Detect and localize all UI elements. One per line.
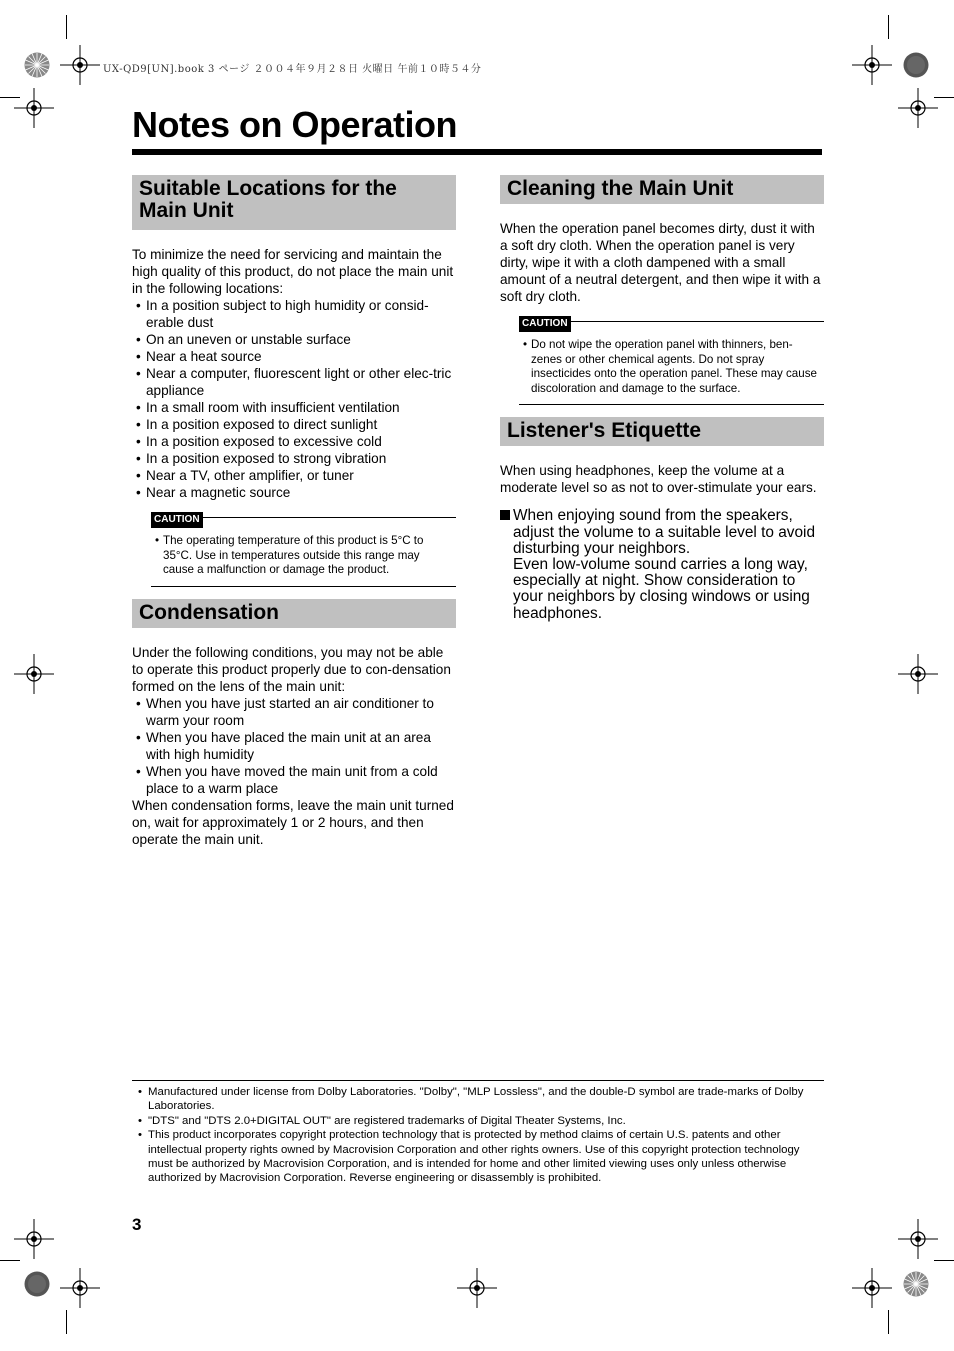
section-heading: Cleaning the Main Unit xyxy=(500,175,824,204)
section-intro: Under the following conditions, you may not be able to operate this product properly due to con-densation formed on the lens of the main unit: xyxy=(132,644,451,694)
section-condensation xyxy=(132,599,456,848)
registration-mark-icon xyxy=(14,88,54,128)
registration-mark-icon xyxy=(14,1219,54,1259)
registration-mark-icon xyxy=(60,45,100,85)
trim-mark xyxy=(888,1310,889,1334)
list-item: • When you have placed the main unit at an area with high humidity xyxy=(136,729,456,763)
caution-text: • The operating temperature of this product is 5°C to 35°C. Use in temperatures outside this range may cause a malfunction or damage the product. xyxy=(151,528,456,586)
list-item: • When you have moved the main unit from a cold place to a warm place xyxy=(136,763,456,797)
section-heading: Suitable Locations for the Main Unit xyxy=(132,175,456,230)
title-rule xyxy=(132,149,822,155)
footnote-item: • This product incorporates copyright protection technology that is protected by method claims of certain U.S. patents and other intellectual property rights owned by Macrovision Corporation and other rights owners. Use of this copyright protection technology must be authorized by Macrovision Corporation, and is intended for home and other limited viewing uses only unless otherwise authorized by Macrovision Corporation. Reverse engineering or disassembly is prohibited. xyxy=(132,1128,824,1186)
caution-label: CAUTION xyxy=(519,316,571,332)
gray-disc-icon xyxy=(24,1271,50,1297)
footnotes xyxy=(132,1080,824,1186)
section-intro: To minimize the need for servicing and maintain the high quality of this product, do not place the main unit in the following locations: xyxy=(132,247,454,296)
registration-mark-icon xyxy=(14,654,54,694)
print-header: UX-QD9[UN].book 3 ページ ２００４年９月２８日 火曜日 午前１０時５４分 xyxy=(103,64,482,75)
trim-mark xyxy=(934,97,954,98)
list-item: • In a position subject to high humidity or consid-erable dust xyxy=(136,297,456,331)
section-outro: When condensation forms, leave the main unit turned on, wait for approximately 1 or 2 hours, and then operate the main unit. xyxy=(132,797,454,847)
starburst-target-icon xyxy=(24,52,50,78)
section-heading: Listener's Etiquette xyxy=(500,417,824,446)
list-item: • In a position exposed to strong vibration xyxy=(136,450,456,467)
trim-mark xyxy=(66,1310,67,1334)
registration-mark-icon xyxy=(898,654,938,694)
condition-list xyxy=(136,695,456,797)
section-text: When using headphones, keep the volume at a moderate level so as not to over-stimulate your ears. xyxy=(500,463,817,496)
registration-mark-icon xyxy=(457,1268,497,1308)
list-item: • Near a heat source xyxy=(136,348,456,365)
caution-label: CAUTION xyxy=(151,512,203,528)
caution-text: • Do not wipe the operation panel with thinners, ben-zenes or other chemical agents. Do not spray insecticides onto the operation panel. These may cause discoloration and damage to the surface. xyxy=(519,332,824,404)
section-cleaning xyxy=(500,175,824,405)
etiquette-point xyxy=(500,508,824,621)
registration-mark-icon xyxy=(898,88,938,128)
caution-box xyxy=(151,509,456,587)
etiquette-point-text: When enjoying sound from the speakers, adjust the volume to a suitable level to avoid disturbing your neighbors. xyxy=(513,507,816,557)
trim-mark xyxy=(888,15,889,39)
section-heading: Condensation xyxy=(132,599,456,628)
section-text: When the operation panel becomes dirty, dust it with a soft dry cloth. When the operation panel is very dirty, wipe it with a cloth dampened with a small amount of a neutral detergent, and then wipe it with a soft dry cloth. xyxy=(500,221,821,304)
list-item: • Near a computer, fluorescent light or other elec-tric appliance xyxy=(136,365,456,399)
caution-box xyxy=(519,313,824,405)
section-listeners-etiquette xyxy=(500,417,824,621)
list-item: • When you have just started an air conditioner to warm your room xyxy=(136,695,456,729)
right-column xyxy=(500,175,824,622)
location-list xyxy=(136,297,456,501)
registration-mark-icon xyxy=(852,1268,892,1308)
trim-mark xyxy=(66,15,67,39)
trim-mark xyxy=(934,1260,954,1261)
list-item: • Near a TV, other amplifier, or tuner xyxy=(136,467,456,484)
gray-disc-icon xyxy=(903,52,929,78)
trim-mark xyxy=(0,97,20,98)
list-item: • In a position exposed to direct sunlight xyxy=(136,416,456,433)
footnote-item: • "DTS" and "DTS 2.0+DIGITAL OUT" are registered trademarks of Digital Theater Systems, Inc. xyxy=(132,1114,824,1128)
registration-mark-icon xyxy=(898,1219,938,1259)
footnote-list xyxy=(132,1081,824,1186)
list-item: • Near a magnetic source xyxy=(136,484,456,501)
page-number: 3 xyxy=(132,1215,142,1234)
footnote-item: • Manufactured under license from Dolby Laboratories. "Dolby", "MLP Lossless", and the double-D symbol are trade-marks of Dolby Laboratories. xyxy=(132,1085,824,1114)
registration-mark-icon xyxy=(852,45,892,85)
left-column xyxy=(132,175,456,848)
section-suitable-locations xyxy=(132,175,456,587)
registration-mark-icon xyxy=(60,1268,100,1308)
starburst-target-icon xyxy=(903,1271,929,1297)
list-item: • On an uneven or unstable surface xyxy=(136,331,456,348)
list-item: • In a small room with insufficient ventilation xyxy=(136,399,456,416)
etiquette-point-text: Even low-volume sound carries a long way, especially at night. Show consideration to your neighbors by closing windows or using headphones. xyxy=(513,555,810,622)
trim-mark xyxy=(0,1260,20,1261)
square-bullet-icon xyxy=(500,510,510,520)
page-title: Notes on Operation xyxy=(132,104,458,145)
list-item: • In a position exposed to excessive cold xyxy=(136,433,456,450)
